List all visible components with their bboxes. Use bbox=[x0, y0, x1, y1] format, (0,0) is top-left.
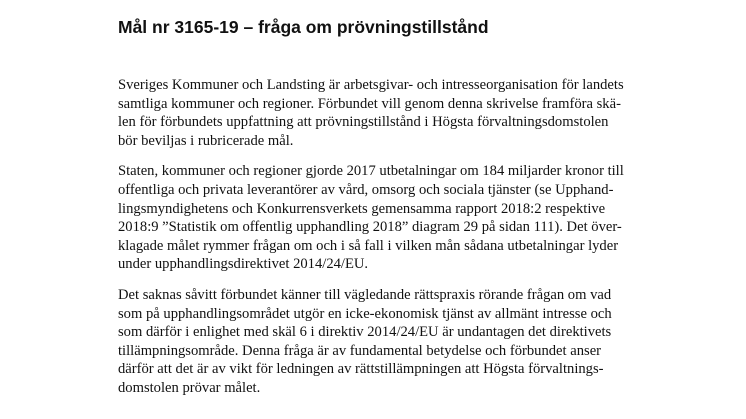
text-line: len för förbundets uppfattning att prövningstillstånd i Högsta förvaltningsdomstolen bbox=[118, 114, 609, 131]
text-line: Sveriges Kommuner och Landsting är arbetsgivar- och intresseorganisation för landets bbox=[118, 77, 624, 93]
text-line: som därför i enlighet med skäl 6 i direktiv 2014/24/EU är undantagen det direktivets bbox=[118, 324, 612, 341]
text-line: bör beviljas i rubricerade mål. bbox=[118, 132, 294, 149]
text-line: klagade målet rymmer frågan om och i så fall i vilken mån sådana utbetalningar lyder bbox=[118, 237, 619, 254]
text-line: domstolen prövar målet. bbox=[118, 379, 261, 396]
text-line: samtliga kommuner och regioner. Förbundet vill genom denna skrivelse framföra skä- bbox=[118, 95, 621, 112]
document-body bbox=[118, 76, 678, 410]
text-line: Det saknas såvitt förbundet känner till vägledande rättspraxis rörande frågan om vad bbox=[118, 286, 612, 303]
text-line: därför att det är av vikt för ledningen av rättstillämpningen att Högsta förvaltnings- bbox=[118, 361, 604, 378]
text-line: tillämpningsområde. Denna fråga är av fundamental betydelse och förbundet anser bbox=[118, 342, 602, 359]
text-line: Staten, kommuner och regioner gjorde 2017 utbetalningar om 184 miljarder kronor till bbox=[118, 163, 624, 180]
document-title: Mål nr 3165-19 – fråga om prövningstillstånd bbox=[118, 17, 489, 37]
text-line: lingsmyndighetens och Konkurrensverkets gemensamma rapport 2018:2 respektive bbox=[118, 200, 606, 217]
text-line: som på upphandlingsområdet utgör en icke-ekonomisk tjänst av allmänt intresse och bbox=[118, 305, 612, 322]
text-line: under upphandlingsdirektivet 2014/24/EU. bbox=[118, 256, 369, 273]
paragraph-2 bbox=[118, 162, 678, 274]
paragraph-1 bbox=[118, 76, 678, 150]
text-line: 2018:9 ”Statistik om offentlig upphandling 2018” diagram 29 på sidan 111). Det över- bbox=[118, 219, 622, 236]
paragraph-3 bbox=[118, 286, 678, 398]
text-line: offentliga och privata leverantörer av vård, omsorg och sociala tjänster (se Upphand- bbox=[118, 181, 614, 198]
